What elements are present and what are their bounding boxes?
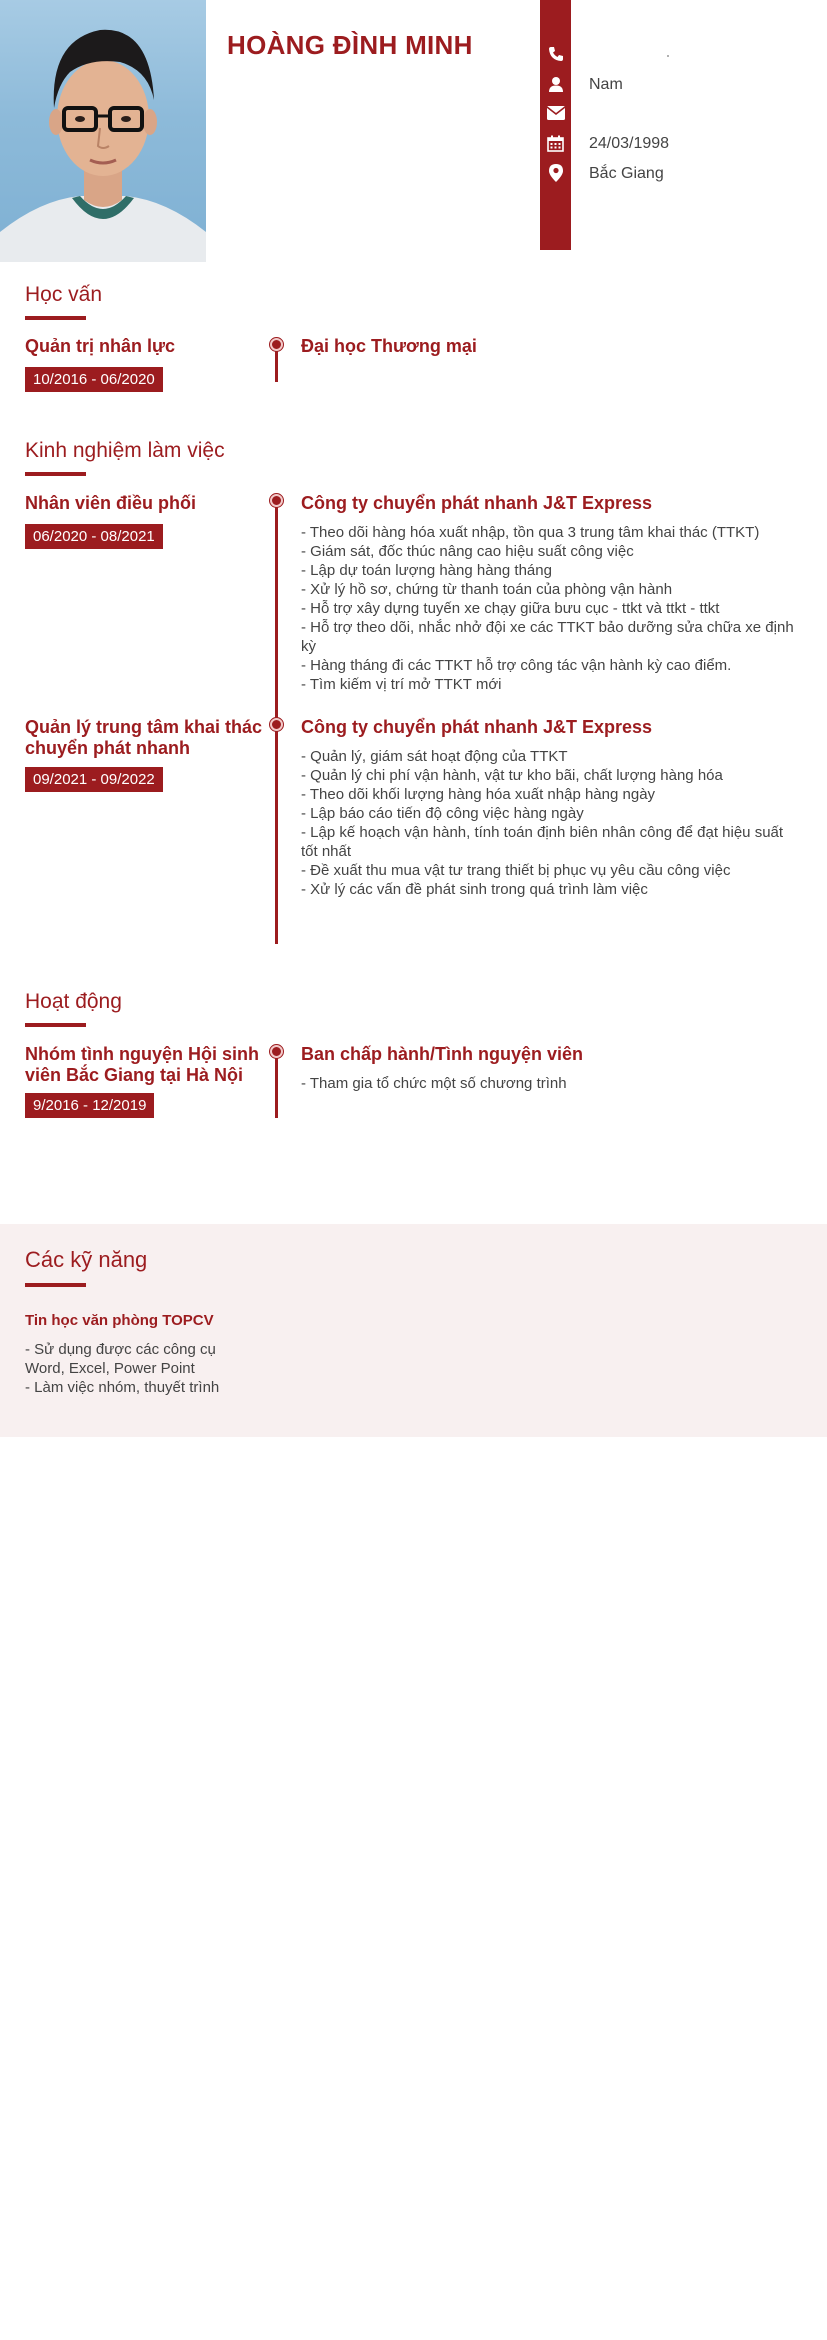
- description-line: - Theo dõi hàng hóa xuất nhập, tồn qua 3 trung tâm khai thác (TTKT): [301, 524, 760, 541]
- description-line: - Tìm kiếm vị trí mở TTKT mới: [301, 676, 502, 693]
- experience-position: Nhân viên điều phối: [25, 493, 197, 513]
- description-line: - Giám sát, đốc thúc nâng cao hiệu suất công việc: [301, 543, 634, 560]
- education-section-title: Học vấn: [25, 283, 103, 306]
- birthdate-text: 24/03/1998: [589, 135, 670, 152]
- decorative-dot: [667, 55, 669, 57]
- skill-line: - Sử dụng được các công cụ Word, Excel, Power Point: [25, 1341, 216, 1377]
- envelope-icon: [540, 102, 571, 124]
- experience-company: Công ty chuyển phát nhanh J&T Express: [301, 717, 653, 737]
- activity-role: Ban chấp hành/Tình nguyện viên: [301, 1044, 584, 1064]
- cv-header: [0, 0, 827, 262]
- description-line: - Lập dự toán lượng hàng hàng tháng: [301, 562, 552, 579]
- phone-icon: [540, 43, 571, 65]
- description-line: - Lập kế hoạch vận hành, tính toán định biên nhân công để đạt hiệu suất tốt nhất: [301, 824, 784, 860]
- calendar-icon: [540, 132, 571, 154]
- experience-section-title: Kinh nghiệm làm việc: [25, 439, 225, 462]
- education-school: Đại học Thương mại: [301, 336, 477, 356]
- candidate-name: HOÀNG ĐÌNH MINH: [227, 30, 473, 60]
- activities-underline: [25, 1023, 86, 1027]
- education-timeline-dot: [270, 338, 283, 351]
- experience-description: [301, 523, 801, 694]
- description-line: - Hàng tháng đi các TTKT hỗ trợ công tác vận hành kỳ cao điểm.: [301, 657, 732, 674]
- skills-section-title: Các kỹ năng: [25, 1247, 148, 1272]
- user-icon: [540, 73, 571, 95]
- description-line: - Tham gia tổ chức một số chương trình: [301, 1075, 567, 1092]
- activity-timeline-dot: [270, 1045, 283, 1058]
- description-line: - Theo dõi khối lượng hàng hóa xuất nhập hàng ngày: [301, 786, 656, 803]
- map-marker-icon: [540, 162, 571, 184]
- gender-text: Nam: [589, 76, 623, 93]
- experience-underline: [25, 472, 86, 476]
- description-line: - Hỗ trợ xây dựng tuyến xe chạy giữa bưu cục - ttkt và ttkt - ttkt: [301, 600, 720, 617]
- activity-timeline-line: [275, 1052, 278, 1118]
- skill-name: Tin học văn phòng TOPCV: [25, 1312, 214, 1329]
- description-line: - Xử lý các vấn đề phát sinh trong quá trình làm việc: [301, 881, 648, 898]
- experience-date-badge: 06/2020 - 08/2021: [25, 524, 163, 549]
- experience-description: [301, 747, 801, 899]
- experience-timeline-dot: [270, 494, 283, 507]
- activity-description: [301, 1074, 801, 1093]
- activities-section-title: Hoạt động: [25, 990, 122, 1013]
- description-line: - Xử lý hồ sơ, chứng từ thanh toán của phòng vận hành: [301, 581, 673, 598]
- experience-position: Quản lý trung tâm khai thác chuyển phát nhanh: [25, 717, 263, 758]
- portrait-illustration: [0, 0, 206, 262]
- experience-timeline-dot: [270, 718, 283, 731]
- contact-icon-bar: [540, 0, 571, 250]
- skills-underline: [25, 1283, 86, 1287]
- experience-date-badge: 09/2021 - 09/2022: [25, 767, 163, 792]
- activity-date-badge: 9/2016 - 12/2019: [25, 1093, 154, 1118]
- description-line: - Quản lý chi phí vận hành, vật tư kho bãi, chất lượng hàng hóa: [301, 767, 723, 784]
- description-line: - Hỗ trợ theo dõi, nhắc nhở đội xe các TTKT bảo dưỡng sửa chữa xe định kỳ: [301, 619, 794, 655]
- activity-organization: Nhóm tình nguyện Hội sinh viên Bắc Giang tại Hà Nội: [25, 1044, 259, 1085]
- skill-description: [25, 1340, 245, 1397]
- profile-photo: [0, 0, 206, 262]
- education-date-badge: 10/2016 - 06/2020: [25, 367, 163, 392]
- education-major: Quản trị nhân lực: [25, 336, 176, 356]
- education-underline: [25, 316, 86, 320]
- skill-line: - Làm việc nhóm, thuyết trình: [25, 1379, 220, 1396]
- description-line: - Lập báo cáo tiến độ công việc hàng ngày: [301, 805, 584, 822]
- experience-company: Công ty chuyển phát nhanh J&T Express: [301, 493, 653, 513]
- address-text: Bắc Giang: [589, 165, 664, 182]
- description-line: - Quản lý, giám sát hoạt động của TTKT: [301, 748, 568, 765]
- description-line: - Đề xuất thu mua vật tư trang thiết bị phục vụ yêu cầu công việc: [301, 862, 731, 879]
